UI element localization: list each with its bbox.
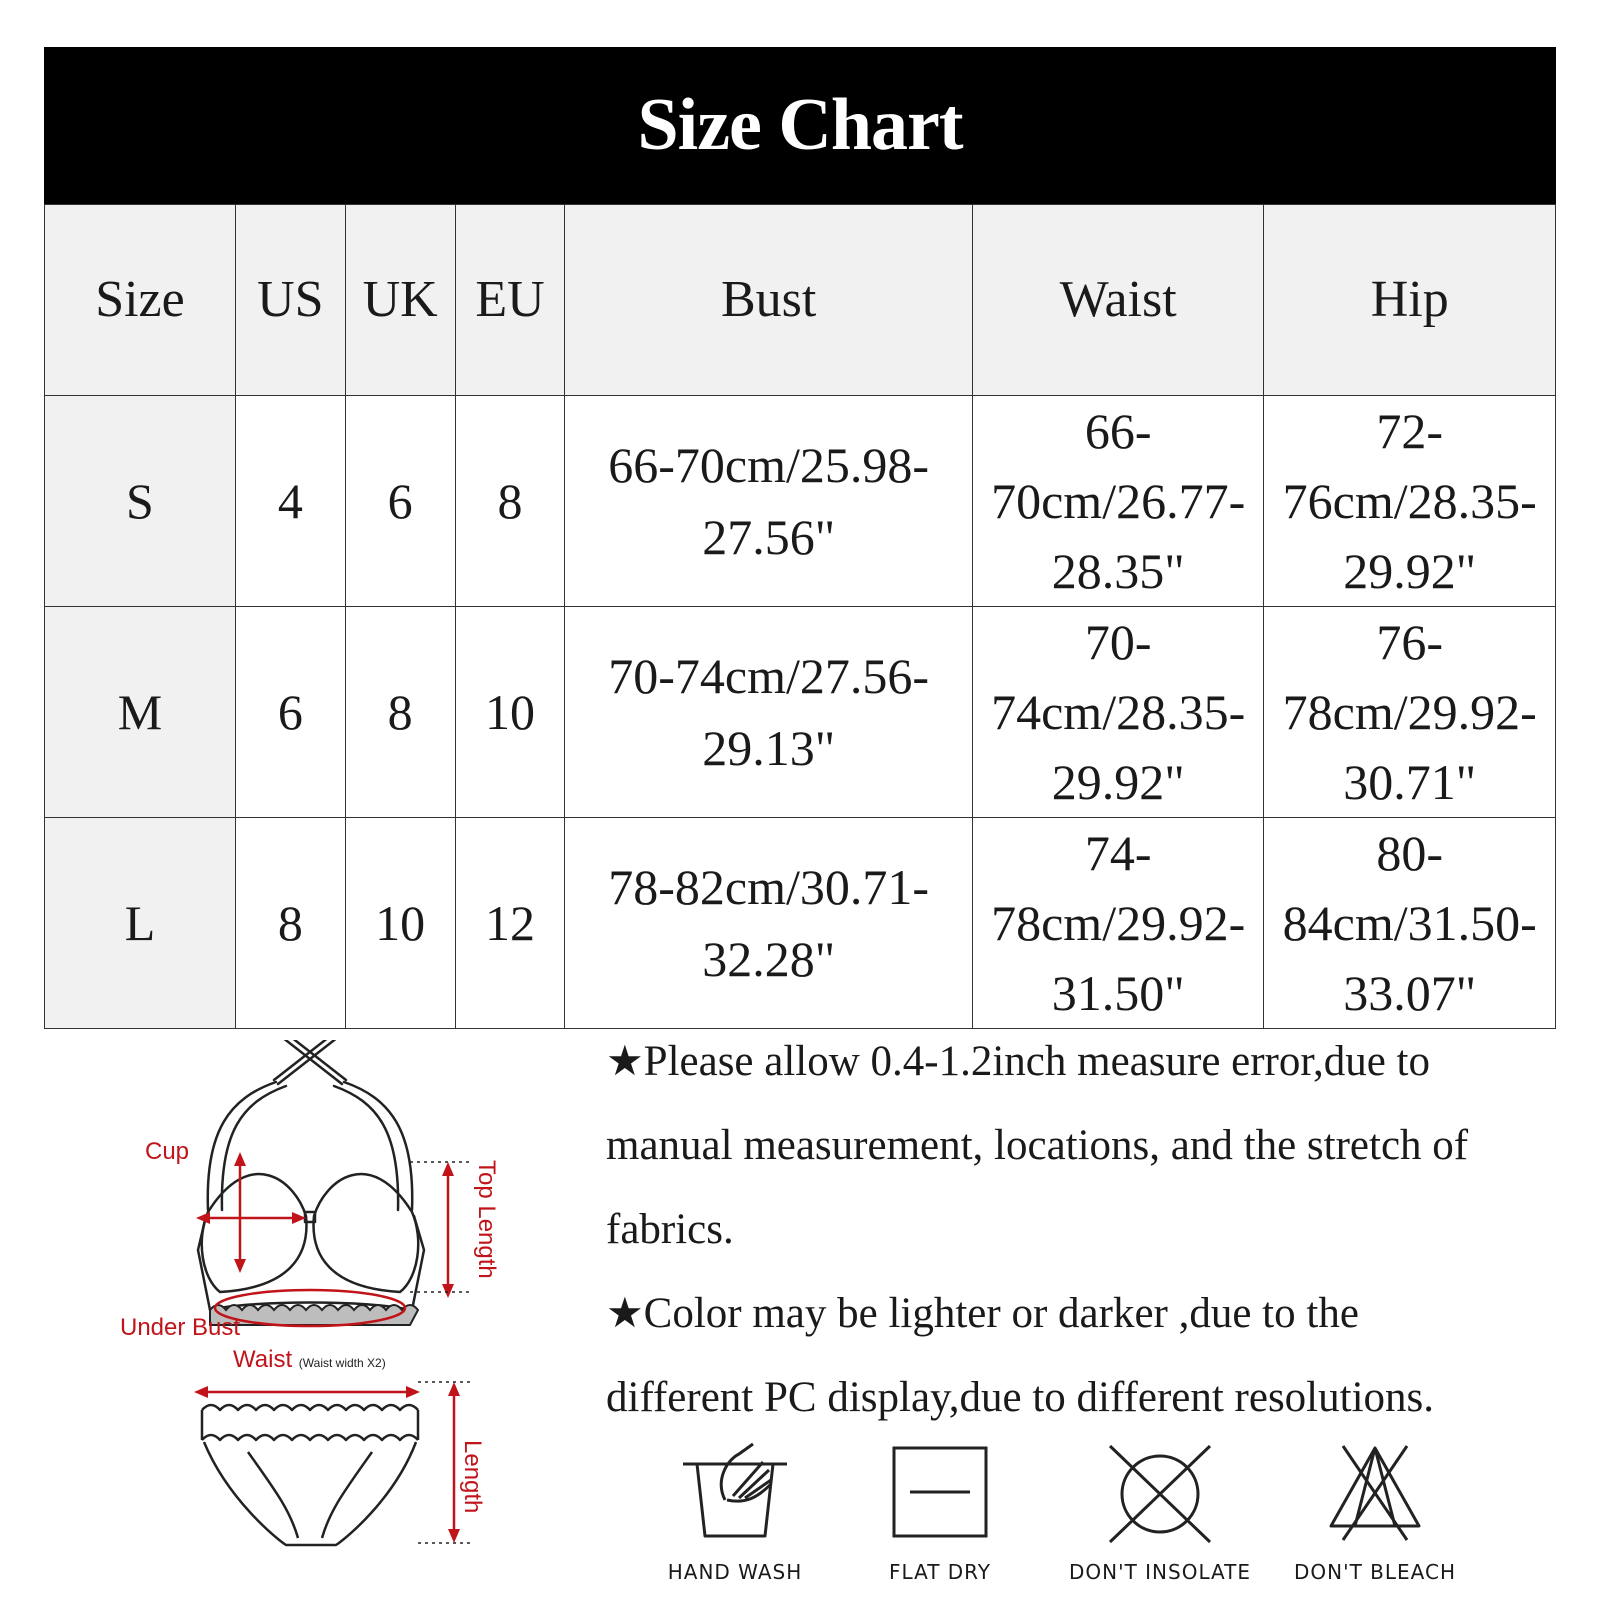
header-eu: EU [455,205,565,396]
care-label: FLAT DRY [888,1560,992,1584]
bust-cell: 78-82cm/30.71-32.28" [565,818,973,1029]
eu-cell: 10 [455,607,565,818]
waist-line-1: 70-74cm/28.35- [991,614,1246,740]
hip-line-2: 29.92" [1343,543,1477,599]
table-row [45,396,1556,607]
measurement-diagram [110,1040,530,1600]
hip-line-2: 33.07" [1343,965,1477,1021]
waist-line-1: 66-70cm/26.77- [991,403,1246,529]
table-row [45,607,1556,818]
table-row [45,818,1556,1029]
hip-line-1: 80-84cm/31.50- [1282,825,1537,951]
size-table [44,204,1556,1029]
size-cell: M [45,607,236,818]
care-item-dont-bleach [1280,1440,1470,1590]
bust-cell: 70-74cm/27.56-29.13" [565,607,973,818]
care-label: DON'T INSOLATE [1068,1560,1252,1584]
hip-line-1: 76-78cm/29.92- [1282,614,1537,740]
note-line [606,1020,1586,1104]
bust-cell: 66-70cm/25.98-27.56" [565,396,973,607]
waist-cell [972,607,1264,818]
care-item-flat-dry [845,1440,1035,1590]
note-text: Please allow 0.4-1.2inch measure error,due to [643,1038,1431,1085]
header-us: US [235,205,345,396]
waist-label [233,1346,386,1374]
dont-bleach-icon [1315,1440,1435,1550]
note-text: Color may be lighter or darker ,due to the [643,1290,1359,1337]
waist-note: (Waist width X2) [298,1356,386,1370]
us-cell: 6 [235,607,345,818]
hand-wash-icon [675,1440,795,1550]
hip-line-1: 72-76cm/28.35- [1282,403,1537,529]
us-cell: 8 [235,818,345,1029]
waist-line-2: 31.50" [1051,965,1185,1021]
hip-line-2: 30.71" [1343,754,1477,810]
waist-label-text: Waist [233,1346,293,1373]
uk-cell: 10 [345,818,455,1029]
care-label: HAND WASH [667,1560,803,1584]
dont-insolate-icon [1100,1440,1220,1550]
header-hip: Hip [1264,205,1556,396]
care-item-hand-wash [640,1440,830,1590]
chart-title: Size Chart [44,47,1556,204]
flat-dry-icon [880,1440,1000,1550]
size-chart [44,47,1556,1029]
note-line: different PC display,due to different resolutions. [606,1374,1435,1421]
header-waist: Waist [972,205,1264,396]
header-size: Size [45,205,236,396]
waist-line-2: 28.35" [1051,543,1185,599]
eu-cell: 8 [455,396,565,607]
waist-line-1: 74-78cm/29.92- [991,825,1246,951]
top-length-label: Top Length [473,1160,500,1279]
size-cell: L [45,818,236,1029]
table-header-row [45,205,1556,396]
care-instructions [640,1440,1520,1590]
size-cell: S [45,396,236,607]
eu-cell: 12 [455,818,565,1029]
uk-cell: 6 [345,396,455,607]
notes-section [606,1020,1586,1440]
length-label: Length [459,1440,486,1514]
note-line: manual measurement, locations, and the stretch of [606,1122,1469,1169]
care-item-dont-insolate [1065,1440,1255,1590]
hip-cell [1264,396,1556,607]
hip-cell [1264,818,1556,1029]
note-line [606,1272,1586,1356]
note-line: fabrics. [606,1206,734,1253]
star-icon: ★ [606,1039,644,1085]
care-label: DON'T BLEACH [1293,1560,1456,1584]
hip-cell [1264,607,1556,818]
us-cell: 4 [235,396,345,607]
waist-cell [972,818,1264,1029]
waist-line-2: 29.92" [1051,754,1185,810]
under-bust-label: Under Bust [120,1314,241,1341]
cup-label: Cup [145,1138,190,1165]
uk-cell: 8 [345,607,455,818]
waist-cell [972,396,1264,607]
header-bust: Bust [565,205,973,396]
star-icon: ★ [606,1291,644,1337]
header-uk: UK [345,205,455,396]
